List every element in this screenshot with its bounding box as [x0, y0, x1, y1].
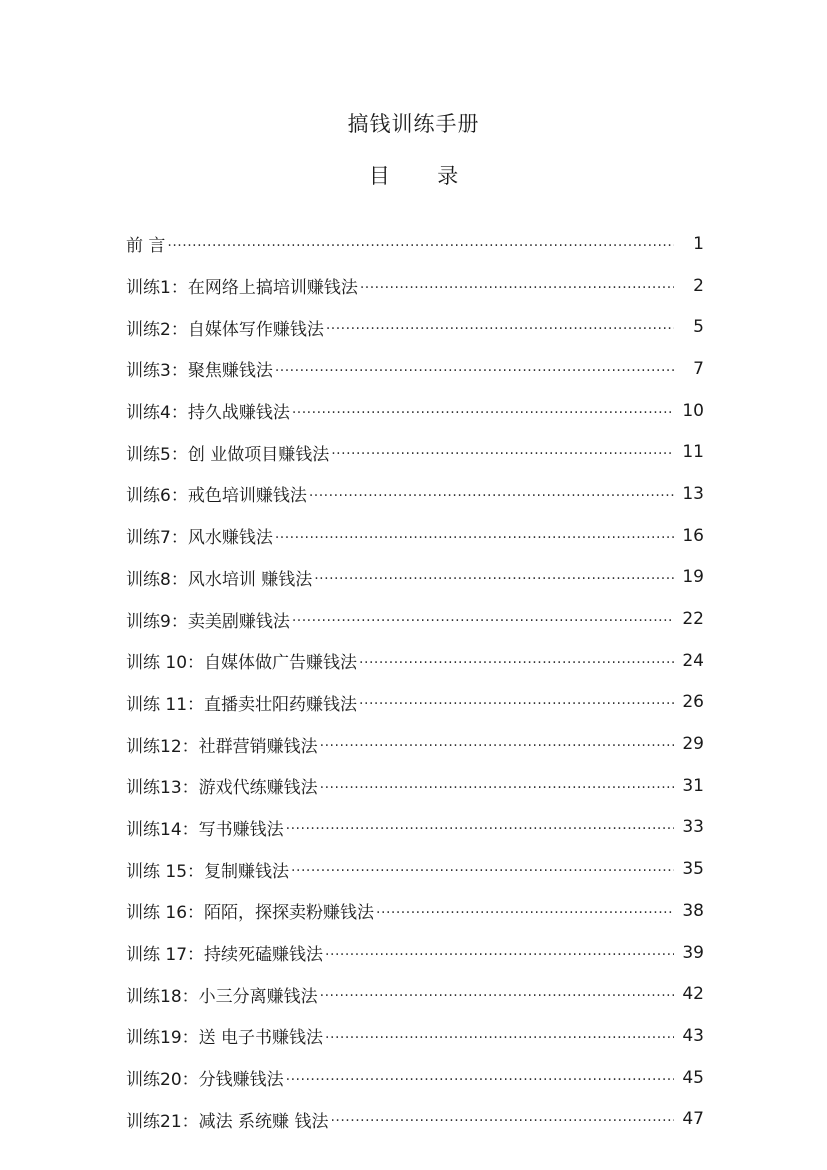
toc-entry-label: 前 言: [126, 236, 166, 257]
toc-dot-leader: [291, 860, 674, 878]
toc-entry-label: 训练19：送 电子书赚钱法: [126, 1028, 324, 1049]
toc-entry-page: 22: [682, 609, 704, 630]
toc-entry-label: 训练20：分钱赚钱法: [126, 1070, 284, 1091]
toc-dot-leader: [167, 235, 674, 253]
toc-dot-leader: [376, 902, 674, 920]
toc-dot-leader: [331, 443, 674, 461]
toc-dot-leader: [275, 360, 674, 378]
toc-entry[interactable]: [126, 765, 704, 807]
toc-entry-page: 39: [682, 942, 704, 963]
toc-entry-label: 训练 10：自媒体做广告赚钱法: [126, 653, 358, 674]
toc-entry-page: 31: [682, 775, 704, 796]
toc-entry-page: 33: [682, 817, 704, 838]
toc-dot-leader: [320, 985, 674, 1003]
toc-entry[interactable]: [126, 557, 704, 599]
toc-entry-page: 13: [682, 483, 704, 504]
toc-entry-page: 1: [693, 233, 704, 254]
toc-entry[interactable]: [126, 890, 704, 932]
toc-dot-leader: [320, 735, 674, 753]
toc-dot-leader: [292, 610, 674, 628]
toc-entry-page: 35: [682, 859, 704, 880]
toc-heading-left: 目: [368, 164, 390, 188]
toc-entry-label: 训练5：创 业做项目赚钱法: [126, 444, 330, 465]
toc-entry[interactable]: [126, 1098, 704, 1140]
toc-dot-leader: [309, 485, 674, 503]
toc-entry-label: 训练4：持久战赚钱法: [126, 403, 290, 424]
toc-entry-page: 7: [693, 358, 704, 379]
toc-entry[interactable]: [126, 431, 704, 473]
toc-entry[interactable]: [126, 348, 704, 390]
toc-entry-page: 29: [682, 734, 704, 755]
toc-dot-leader: [326, 318, 674, 336]
toc-dot-leader: [325, 944, 674, 962]
toc-entry-page: 16: [682, 525, 704, 546]
toc-dot-leader: [359, 693, 674, 711]
toc-entry[interactable]: [126, 848, 704, 890]
toc-entry-label: 训练13：游戏代练赚钱法: [126, 778, 318, 799]
toc-entry-page: 2: [693, 275, 704, 296]
toc-entry-label: 训练 15：复制赚钱法: [126, 861, 290, 882]
toc-entry-label: 训练 17：持续死磕赚钱法: [126, 945, 324, 966]
toc-entry-label: 训练14：写书赚钱法: [126, 819, 284, 840]
toc-entry-page: 45: [682, 1067, 704, 1088]
toc-entry[interactable]: [126, 390, 704, 432]
toc-dot-leader: [360, 277, 674, 295]
toc-entry-page: 24: [682, 650, 704, 671]
toc-dot-leader: [320, 777, 674, 795]
toc-entry-label: 训练6：戒色培训赚钱法: [126, 486, 307, 507]
toc-entry[interactable]: [126, 1015, 704, 1057]
toc-entry-label: 训练18：小三分离赚钱法: [126, 986, 318, 1007]
toc-entry[interactable]: [126, 973, 704, 1015]
toc-entry-label: 训练1：在网络上搞培训赚钱法: [126, 278, 358, 299]
toc-entry[interactable]: [126, 682, 704, 724]
toc-entry-page: 5: [693, 317, 704, 338]
toc-entry[interactable]: [126, 598, 704, 640]
toc-entry[interactable]: [126, 473, 704, 515]
toc-dot-leader: [275, 527, 674, 545]
toc-entry-label: 训练21：减法 系统赚 钱法: [126, 1111, 329, 1132]
toc-entry-label: 训练 16：陌陌，探探卖粉赚钱法: [126, 903, 375, 924]
toc-entry[interactable]: [126, 306, 704, 348]
toc-dot-leader: [292, 402, 674, 420]
toc-entry[interactable]: [126, 723, 704, 765]
toc-entry-page: 19: [682, 567, 704, 588]
table-of-contents: [126, 223, 704, 1140]
toc-heading: [0, 160, 827, 190]
toc-entry-page: 43: [682, 1025, 704, 1046]
toc-entry-label: 训练9：卖美剧赚钱法: [126, 611, 290, 632]
toc-entry-label: 训练2：自媒体写作赚钱法: [126, 319, 324, 340]
toc-entry[interactable]: [126, 223, 704, 265]
toc-entry[interactable]: [126, 515, 704, 557]
toc-entry-page: 38: [682, 900, 704, 921]
toc-heading-right: 录: [437, 164, 459, 188]
toc-entry[interactable]: [126, 932, 704, 974]
toc-entry[interactable]: [126, 807, 704, 849]
toc-entry-label: 训练7：风水赚钱法: [126, 528, 273, 549]
toc-dot-leader: [330, 1110, 674, 1128]
toc-entry-page: 26: [682, 692, 704, 713]
toc-dot-leader: [325, 1027, 674, 1045]
toc-entry-label: 训练 11：直播卖壮阳药赚钱法: [126, 694, 358, 715]
toc-entry-label: 训练8：风水培训 赚钱法: [126, 569, 313, 590]
toc-entry-label: 训练3：聚焦赚钱法: [126, 361, 273, 382]
toc-entry[interactable]: [126, 265, 704, 307]
toc-dot-leader: [286, 1069, 674, 1087]
toc-dot-leader: [286, 818, 674, 836]
toc-entry-page: 11: [682, 442, 704, 463]
toc-entry[interactable]: [126, 640, 704, 682]
toc-dot-leader: [359, 652, 674, 670]
document-title: 搞钱训练手册: [347, 112, 480, 136]
toc-entry-page: 47: [682, 1109, 704, 1130]
toc-dot-leader: [314, 568, 674, 586]
toc-entry-label: 训练12：社群营销赚钱法: [126, 736, 318, 757]
toc-entry-page: 42: [682, 984, 704, 1005]
toc-entry-page: 10: [682, 400, 704, 421]
toc-entry[interactable]: [126, 1057, 704, 1099]
